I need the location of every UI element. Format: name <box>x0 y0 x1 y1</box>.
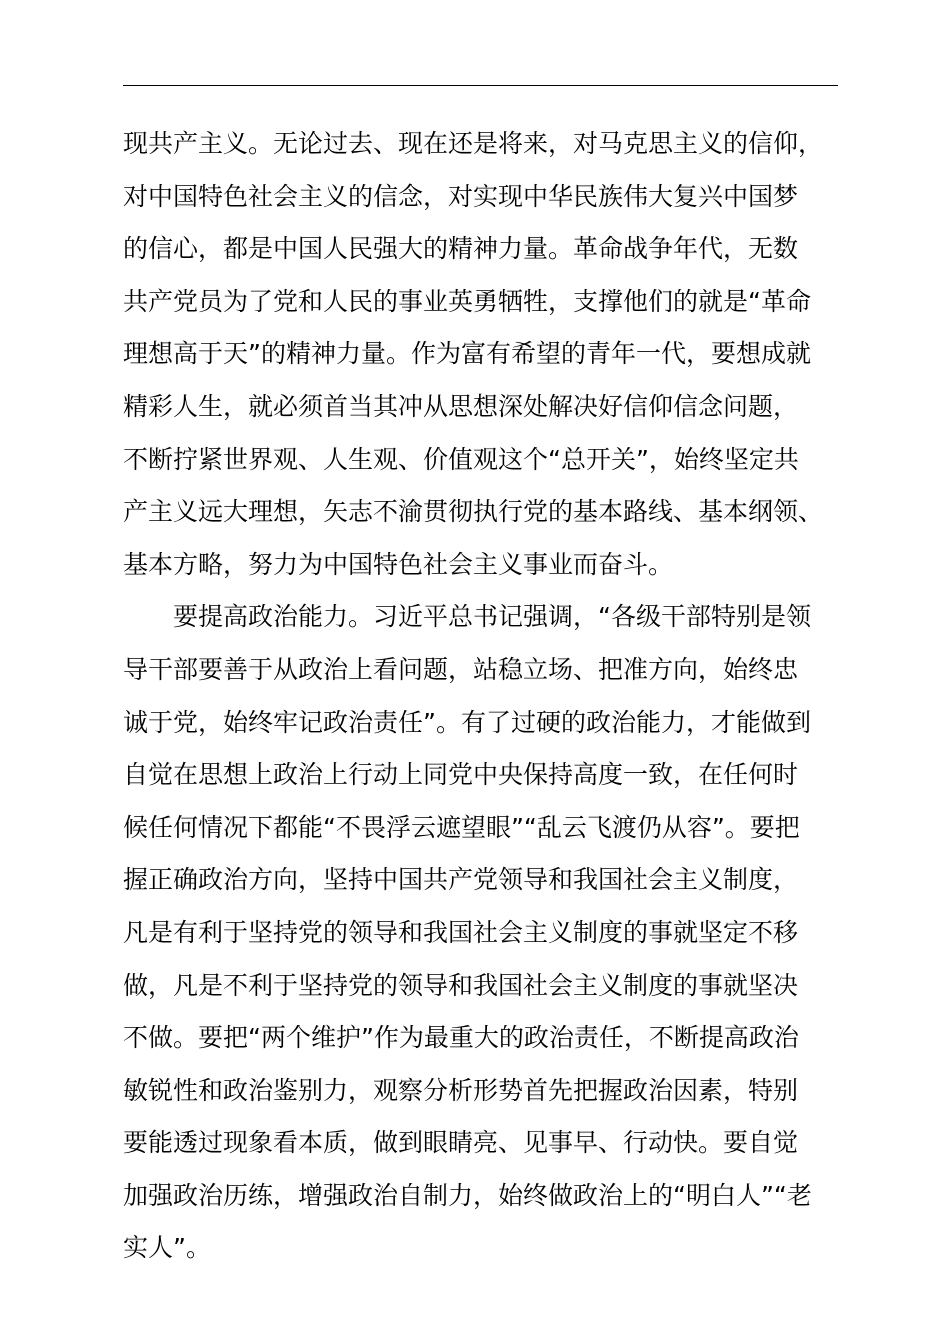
text-line: 握正确政治方向，坚持中国共产党领导和我国社会主义制度， <box>123 865 799 895</box>
text-line: 共产党员为了党和人民的事业英勇牺牲，支撑他们的就是“革命 <box>123 286 811 316</box>
text-line: 的信心，都是中国人民强大的精神力量。革命战争年代，无数 <box>123 234 799 264</box>
text-line: 对中国特色社会主义的信念，对实现中华民族伟大复兴中国梦 <box>123 181 799 211</box>
text-line: 凡是有利于坚持党的领导和我国社会主义制度的事就坚定不移 <box>123 917 799 947</box>
document-body <box>123 118 863 1275</box>
paragraph-start-line: 要提高政治能力。习近平总书记强调，“各级干部特别是领 <box>173 602 811 632</box>
text-line: 做，凡是不利于坚持党的领导和我国社会主义制度的事就坚决 <box>123 970 799 1000</box>
text-line: 自觉在思想上政治上行动上同党中央保持高度一致，在任何时 <box>123 760 799 790</box>
text-line: 不做。要把“两个维护”作为最重大的政治责任，不断提高政治 <box>123 1023 799 1053</box>
text-line: 精彩人生，就必须首当其冲从思想深处解决好信仰信念问题， <box>123 391 799 421</box>
text-line: 敏锐性和政治鉴别力，观察分析形势首先把握政治因素，特别 <box>123 1075 799 1105</box>
text-line: 加强政治历练，增强政治自制力，始终做政治上的“明白人”“老 <box>123 1180 812 1210</box>
text-line: 现共产主义。无论过去、现在还是将来，对马克思主义的信仰， <box>123 129 824 158</box>
text-line: 诚于党，始终牢记政治责任”。有了过硬的政治能力，才能做到 <box>123 707 811 737</box>
text-line: 候任何情况下都能“不畏浮云遮望眼”“乱云飞渡仍从容”。要把 <box>123 812 800 842</box>
text-line: 基本方略，努力为中国特色社会主义事业而奋斗。 <box>123 549 674 579</box>
text-line: 不断拧紧世界观、人生观、价值观这个“总开关”，始终坚定共 <box>123 444 799 474</box>
text-line: 导干部要善于从政治上看问题，站稳立场、把准方向，始终忠 <box>123 654 799 684</box>
text-line: 产主义远大理想，矢志不渝贯彻执行党的基本路线、基本纲领、 <box>123 497 824 527</box>
header-rule <box>123 85 838 86</box>
text-line: 理想高于天”的精神力量。作为富有希望的青年一代，要想成就 <box>123 339 811 369</box>
text-line: 实人”。 <box>123 1233 211 1263</box>
text-line: 要能透过现象看本质，做到眼睛亮、见事早、行动快。要自觉 <box>123 1128 799 1158</box>
